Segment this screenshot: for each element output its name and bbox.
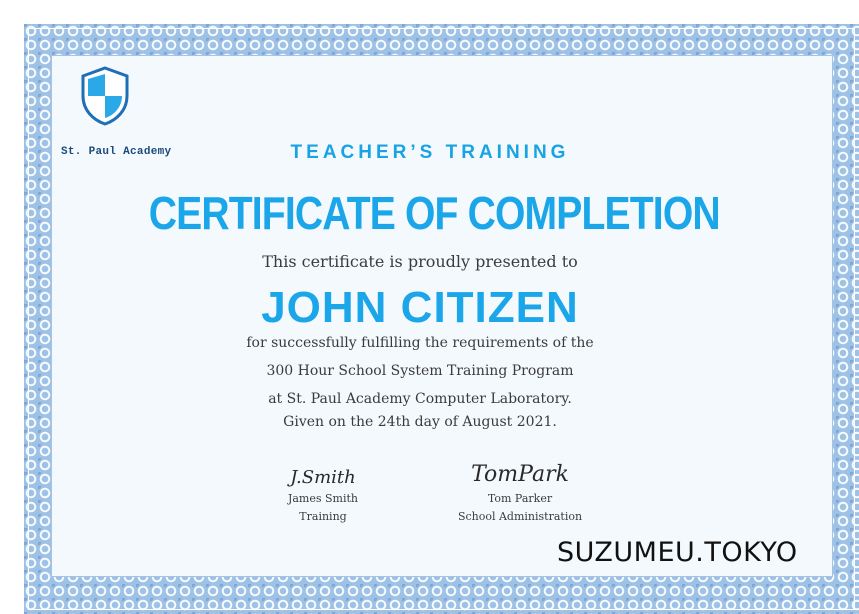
description-line: Given on the 24th day of August 2021. [283, 414, 557, 430]
certificate-title: CERTIFICATE OF COMPLETION [148, 187, 720, 239]
school-name: St. Paul Academy [61, 146, 172, 158]
signature-block-administrator [450, 460, 590, 526]
presented-text: This certificate is proudly presented to [262, 252, 578, 271]
signer-role: School Administration [457, 510, 583, 523]
description-line: for successfully fulfilling the requirements of the [246, 335, 594, 351]
signature: TomPark [471, 462, 569, 487]
certificate-subtitle: TEACHER’S TRAINING [290, 142, 570, 163]
signature: J.Smith [290, 467, 356, 488]
signature-block-trainer [258, 466, 388, 526]
signer-name: James Smith [287, 492, 359, 505]
signer-role: Training [299, 510, 347, 523]
recipient-name: JOHN CITIZEN [261, 283, 579, 332]
description-line: 300 Hour School System Training Program [266, 363, 574, 379]
watermark: SUZUMEU.TOKYO [557, 537, 798, 568]
shield-icon [80, 66, 130, 126]
description-line: at St. Paul Academy Computer Laboratory. [268, 391, 572, 407]
signer-name: Tom Parker [487, 492, 553, 505]
